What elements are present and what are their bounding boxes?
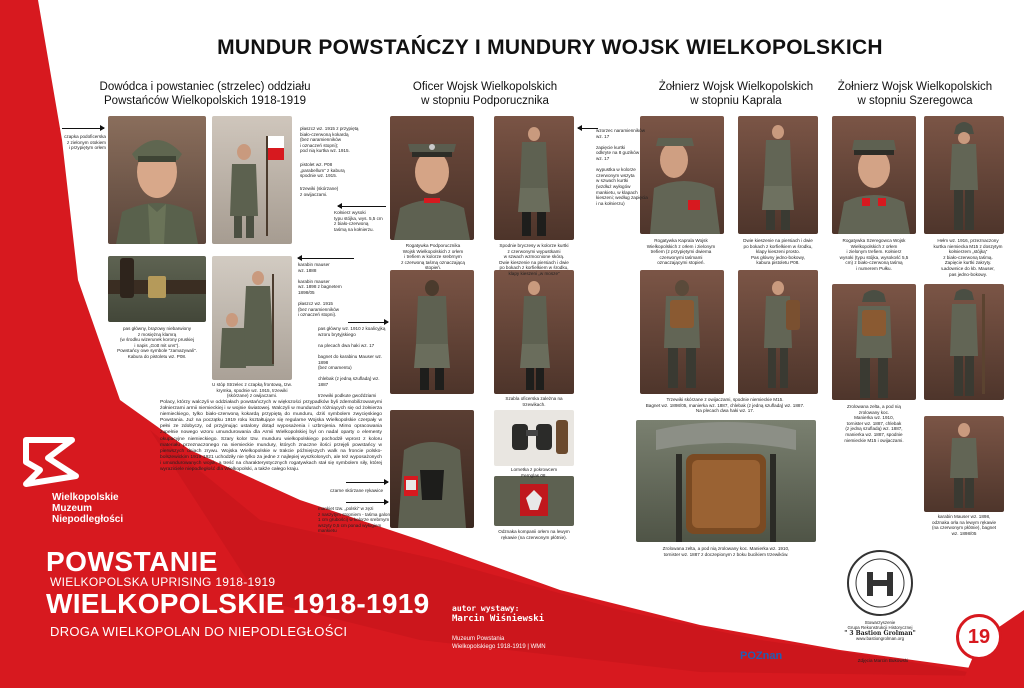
caption-belt: pas główny, brązowy niebarwiony z mosiężną klamrą (w środku wizerunek korony pruskiej i napis „Gott mit uns”). Powstańcy owe symbole "zamazywali". Kabura do pistoletu wz. P08. [117, 326, 197, 359]
caption-coat: płaszcz wz. 1915 z przypiętą biało-czerwoną kokardą (bez naramienników i oznaczeń stopni); pod nią kurtka wz. 1915. [300, 126, 359, 154]
photo-belt-buckle [108, 256, 206, 322]
photo-private-portrait [832, 116, 916, 234]
caption-commander-cap: czapka podoficerska z zielonym otokiem i przypiętym orłem [64, 134, 106, 151]
caption-rifles: karabin mauser wz. 1888 karabin mauser wz. 1898 z bagnetem 1898/05 płaszcz wz. 1915 (bez naramienników i oznaczeń stopni). [298, 262, 342, 318]
author-name: Marcin Wiśniewski [452, 614, 545, 624]
poznan-logo: POZnan [740, 650, 783, 662]
photo-corporal-full [738, 116, 818, 234]
caption-sleeve-badge: Odznaka kompanii orłem na lewym rękawie (na czerwonym płótnie). [498, 529, 570, 540]
photo-corporal-side [738, 270, 818, 394]
arrow-gloves [346, 482, 388, 483]
arrow-cuff [346, 502, 388, 503]
headline-wielkopolskie: WIELKOPOLSKIE 1918-1919 [46, 588, 430, 619]
photo-credit: Zdjęcia Marcin Bukowski [857, 658, 909, 663]
arrow-collar [338, 206, 386, 207]
caption-pistol: pistolet wz. P08 „parabellum” z kaburą spodnie wz. 1915. [300, 162, 345, 179]
photo-officer-back [390, 270, 474, 394]
english-subtitle: WIELKOPOLSKA UPRISING 1918-1919 [50, 575, 276, 589]
caption-officer-cap: Rogatywka Podporucznika Wojsk Wielkopolskich z orłem i trefiem w kolorze srebrnym z czerwoną taśmą oznaczającą stopień. [401, 243, 465, 271]
author-label: autor wystawy: [452, 604, 520, 613]
caption-breeches: Spodnie bryczesy w kolorze kurtki z czerwonymi wypustkami w szwach wzmocnione skórą. Dwie kieszenie na piersiach i dwie po bokach z korfielkiem w środku, klapy kieszeni „w mosze” [499, 243, 569, 276]
photo-corporal-back [640, 270, 724, 394]
headline-powstanie: POWSTANIE [46, 546, 218, 577]
caption-boots: trzewiki (skórzane) z owijaczami. [300, 186, 339, 197]
photo-officer-portrait [390, 116, 474, 240]
museum-name: Wielkopolskie Muzeum Niepodległości [52, 492, 124, 525]
caption-private-rifle: karabin Mauser wz. 1898, odznaka orła na lewym rękawie (na czerwonym płótnie), bagnet wz. 1898/05 [931, 514, 997, 536]
section-heading-kapral: Żołnierz Wojsk Wielkopolskich w stopniu Kaprala [658, 81, 814, 107]
museum-small-name: Muzeum Powstania Wielkopolskiego 1918-1919 | WMN [452, 636, 546, 650]
caption-main-belt: pas główny wz. 1910 z koalicyjką wzoru brytyjskiego na plecach dwa haki wz. 17 bagnet do karabinu Mauser wz. 1898 (bez ornamentu) chlebak (z jedną szufladą) wz. 1887 trzewiki podkute gwoździami [318, 326, 386, 399]
photo-backpack-closeup [636, 420, 816, 542]
caption-corporal-boots: Trzewiki skórzane z owijaczami, spodnie niemieckie M15. Bagnet wz. 1898/05, manierka wz. 1887, chlebak (z jedną szufladą) wz. 1887. Na plecach dwa haki wz. 17. [645, 397, 805, 414]
caption-collar: Kołnierz wysoki typu stójka, wys. 5,5 cm z biało-czerwoną taśmą na kołnierzu. [334, 210, 383, 232]
caption-corporal-cap: Rogatywka Kaprala Wojsk Wielkopolskich z orłem i zielonym trefiem (z przypiętymi dwiema czerwonymi taśmami oznaczającymi stopień. [646, 238, 716, 266]
caption-rifleman: U stóp Strzelec z czapką frontową, tzw. krymka, spodnie wz. 1915, trzewiki (skórzane) z owijaczami. [212, 382, 292, 399]
photo-private-rifle [924, 284, 1004, 400]
arrow-commander-cap [62, 128, 104, 129]
caption-gloves: czarne skórzane rękawice [330, 488, 384, 493]
poster-title: MUNDUR POWSTAŃCZY I MUNDURY WOJSK WIELKOPOLSKICH [217, 36, 883, 59]
photo-sleeve-badge [494, 476, 574, 526]
caption-epaulets: wzorzec naramienników wz. 17 zapięcie kurtki odkryte na 8 guzików wz. 17 wypustka w kolorze czerwonym wszyta w szwach kurtki (wzdłuż wyłogów mankietu, w klapach kieszeni; według zapięcia i na kołnierzu) [596, 128, 648, 206]
photo-officer-gloves [390, 410, 474, 528]
caption-corporal-pockets: Dwie kieszenie na piersiach i dwie po bokach z korfielkiem w środku, klapy kieszeni prosto. Pas główny jedno-bokowy, kabura pistoletu P08. [743, 238, 813, 266]
photo-private-helmet [924, 116, 1004, 234]
photo-officer-side [494, 270, 574, 394]
section-heading-szeregowiec: Żołnierz Wojsk Wielkopolskich w stopniu Szeregowca [837, 81, 993, 107]
caption-saber: Szabla oficerska zależna na trzewikach. [505, 396, 563, 407]
association-url: www.bastiongrolman.org [855, 636, 905, 642]
photo-rifleman-group [212, 256, 292, 380]
caption-binoculars: Lornetka z pokrowcem Fernglas 08. [510, 467, 558, 478]
photo-rifleman-flag [212, 116, 292, 244]
photo-officer-full [494, 116, 574, 240]
history-paragraph: Polacy, którzy walczyli w oddziałach powstańczych w większości przypadków byli zdemobilizowanymi żołnierzami armii niemieckiej i w wojnie światowej. Walczyli w mundurach różniących się od żołnierza niemieckiego, tylko biało-czerwoną kokardą przypiętą do munduru, dziś symbolem zwycięskiego Powstania. Już na początku 1919 roku kształtujące się regularne Wojska Wielkopolskie czerpały w pełni ze zdobyczy, od przyjmując ustalony dotąd wyposażenia i uzbrojenia. Mimo opracowania zupełnie nowego wzoru umundurowania dla Armii Wielkopolskiej był on nadal oparty o elementy okupacyjne niemieckiego. Szary kolor tzw. munduru wielkopolskiego pochodził wprost z koloru materiału przeznaczonego na niemieckie mundury, których znaczne ilości przejęli powstańcy w pierwszych dniach zrywu. Wojska Wielkopolskie w trakcie późniejszych walk na froncie polsko-bolszewickim 1919-1921 uchodziły nie tylko za jedne z najlepiej wyszkolonych, ale też wyposażonych i umundurowanych wojsk, a treść na charakterystycznych rogatywkach stał się symbolem siły, której wyraziciele niepodległość dla Wielkopolski, a także całego kraju. [160, 400, 382, 473]
page-number-badge: 19 [956, 614, 1002, 660]
museum-logo-icon [22, 436, 82, 488]
exhibition-subtitle: DROGA WIELKOPOLAN DO NIEPODLEGŁOŚCI [50, 624, 348, 639]
photo-binoculars [494, 410, 574, 466]
photo-private-walking [924, 416, 1004, 512]
arrow-rifles [298, 258, 354, 259]
caption-helmet: Hełm wz. 1916, przeznaczony kurtka niemiecka M15 z doszytym kołnierzem „stójką” z biało-czerwoną taśmą. Zapięcie kurtki zakryty. Ładownice do kb. Mauser, pas jedno-bokowy. [933, 238, 1003, 277]
section-heading-oficer: Oficer Wojsk Wielkopolskich w stopniu Podporucznika [412, 81, 558, 107]
section-heading-dowodca: Dowódca i powstaniec (strzelec) oddziału Powstańców Wielkopolskich 1918-1919 [99, 81, 311, 107]
caption-private-tent: Zrolowana zelta, a pod nią zrolowany koc. Manierka wz. 1910, tornister wz. 1887, chlebak (z jedną szufladą) wz. 1887, manierka wz. 1887, spodnie niemieckie M15 i owijaczami. [844, 404, 904, 443]
caption-private-cap: Rogatywka Szeregowca Wojsk Wielkopolskich z orłem i zielonym trefiem. Kołnierz wysoki (typu stójka, wysokość 5,5 cm) z biało-czerwoną taśmą i numerem Pułku. [839, 238, 909, 271]
caption-cuff: mankiet tzw. „polski” w zęzi z naszytym stopniem - taśma galon 1 cm grubości) w kolorze srebrnym wszyty 0,5 cm ponad wyłogiem mankietu [318, 506, 390, 534]
association-info [815, 620, 945, 642]
association-bastion: " 3 Bastion Grolman" [844, 629, 916, 637]
photo-commander-portrait [108, 116, 206, 244]
association-name: Stowarzyszenie Grupa Rekonstrukcji Historycznej [847, 620, 913, 631]
bastion-emblem-icon [845, 548, 915, 618]
photo-private-back [832, 284, 916, 400]
arrow-main-belt [348, 322, 388, 323]
caption-rolled-tent: Zrolowana zelta, a pod nią zrolowany koc. Manierka wz. 1910, tornister wz. 1887 z doczepionym z boku bucikiem trzewików. [662, 546, 790, 557]
arrow-epaulets [578, 128, 598, 129]
